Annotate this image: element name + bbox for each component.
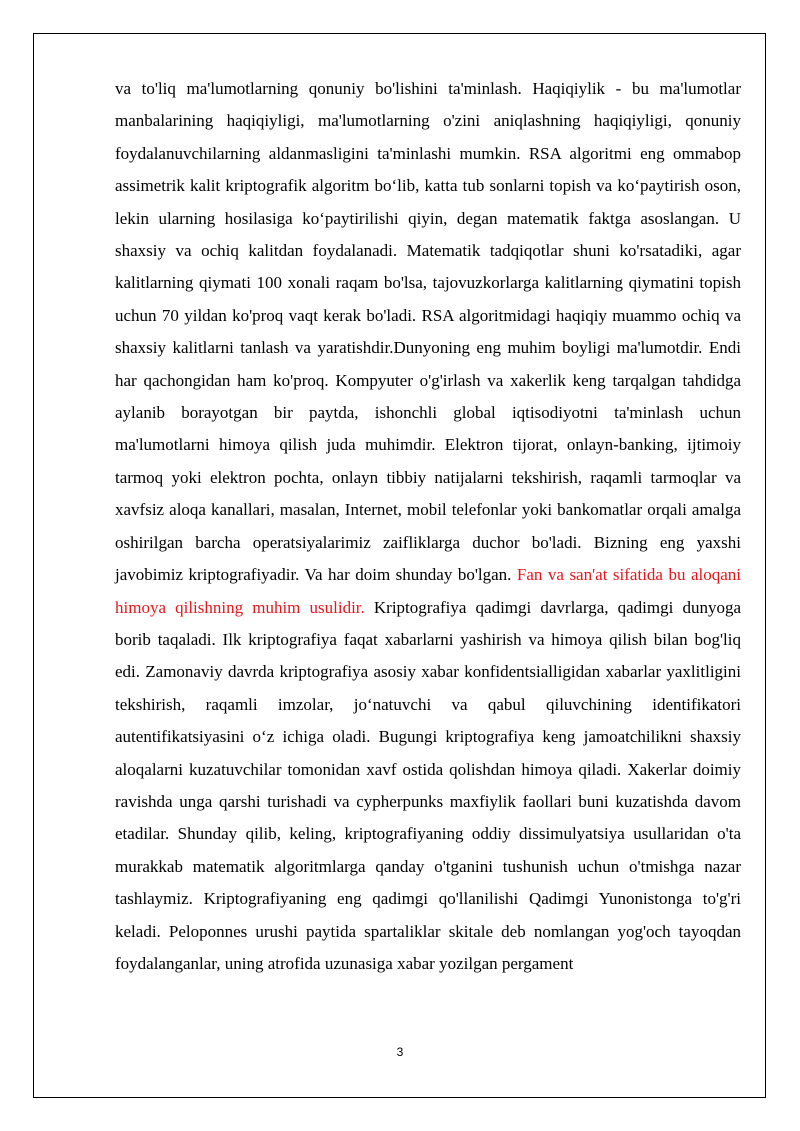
highlighted-sentence: Fan va san'at sifatida bu aloqani himoya qilishning muhim usulidir. bbox=[115, 565, 741, 617]
body-paragraph bbox=[115, 73, 741, 980]
page-number: 3 bbox=[396, 1045, 404, 1059]
paragraph-text-part-1: va to'liq ma'lumotlarning qonuniy bo'lishini ta'minlash. Haqiqiylik - bu ma'lumotlar manbalarining haqiqiyligi, ma'lumotlarning o'zini aniqlashning haqiqiyligi, qonuniy foydalanuvchilarning aldanmasligini ta'minlashi mumkin. RSA algoritmi eng ommabop assimetrik kalit kriptografik algoritm bo‘lib, katta tub sonlarni topish va ko‘paytirish oson, lekin ularning hosilasiga ko‘paytirilishi qiyin, degan matematik faktga asoslangan. U shaxsiy va ochiq kalitdan foydalanadi. Matematik tadqiqotlar shuni ko'rsatadiki, agar kalitlarning qiymati 100 xonali raqam bo'lsa, tajovuzkorlarga kalitlarning qiymatini topish uchun 70 yildan ko'proq vaqt kerak bo'ladi. RSA algoritmidagi haqiqiy muammo ochiq va shaxsiy kalitlarni tanlash va yaratishdir.Dunyoning eng muhim boyligi ma'lumotdir. Endi har qachongidan ham ko'proq. Kompyuter o'g'irlash va xakerlik keng tarqalgan tahdidga aylanib borayotgan bir paytda, ishonchli global iqtisodiyotni ta'minlash uchun ma'lumotlarni himoya qilish juda muhimdir. Elektron tijorat, onlayn-banking, ijtimoiy tarmoq yoki elektron pochta, onlayn tibbiy natijalarni tekshirish, raqamli tarmoqlar va xavfsiz aloqa kanallari, masalan, Internet, mobil telefonlar yoki bankomatlar orqali amalga oshirilgan barcha operatsiyalarimiz zaifliklarga duchor bo'ladi. Bizning eng yaxshi javobimiz kriptografiyadir. Va har doim shunday bo'lgan. bbox=[115, 79, 741, 585]
paragraph-text-part-2: Kriptografiya qadimgi davrlarga, qadimgi dunyoga borib taqaladi. Ilk kriptografiya faqat xabarlarni yashirish va himoya qilish bilan bog'liq edi. Zamonaviy davrda kriptografiya asosiy xabar konfidentsialligidan xabarlar yaxlitligini tekshirish, raqamli imzolar, jo‘natuvchi va qabul qiluvchining identifikatori autentifikatsiyasini o‘z ichiga oladi. Bugungi kriptografiya keng jamoatchilikni shaxsiy aloqalarni kuzatuvchilar tomonidan xavf ostida qolishdan himoya qiladi. Xakerlar doimiy ravishda unga qarshi turishadi va cypherpunks maxfiylik faollari buni kuzatishda davom etadilar. Shunday qilib, keling, kriptografiyaning oddiy dissimulyatsiya usullaridan o'ta murakkab matematik algoritmlarga qanday o'tganini tushunish uchun o'tmishga nazar tashlaymiz. Kriptografiyaning eng qadimgi qo'llanilishi Qadimgi Yunonistonga to'g'ri keladi. Peloponnes urushi paytida spartaliklar skitale deb nomlangan yog'och tayoqdan foydalanganlar, uning atrofida uzunasiga xabar yozilgan pergament bbox=[115, 597, 741, 973]
